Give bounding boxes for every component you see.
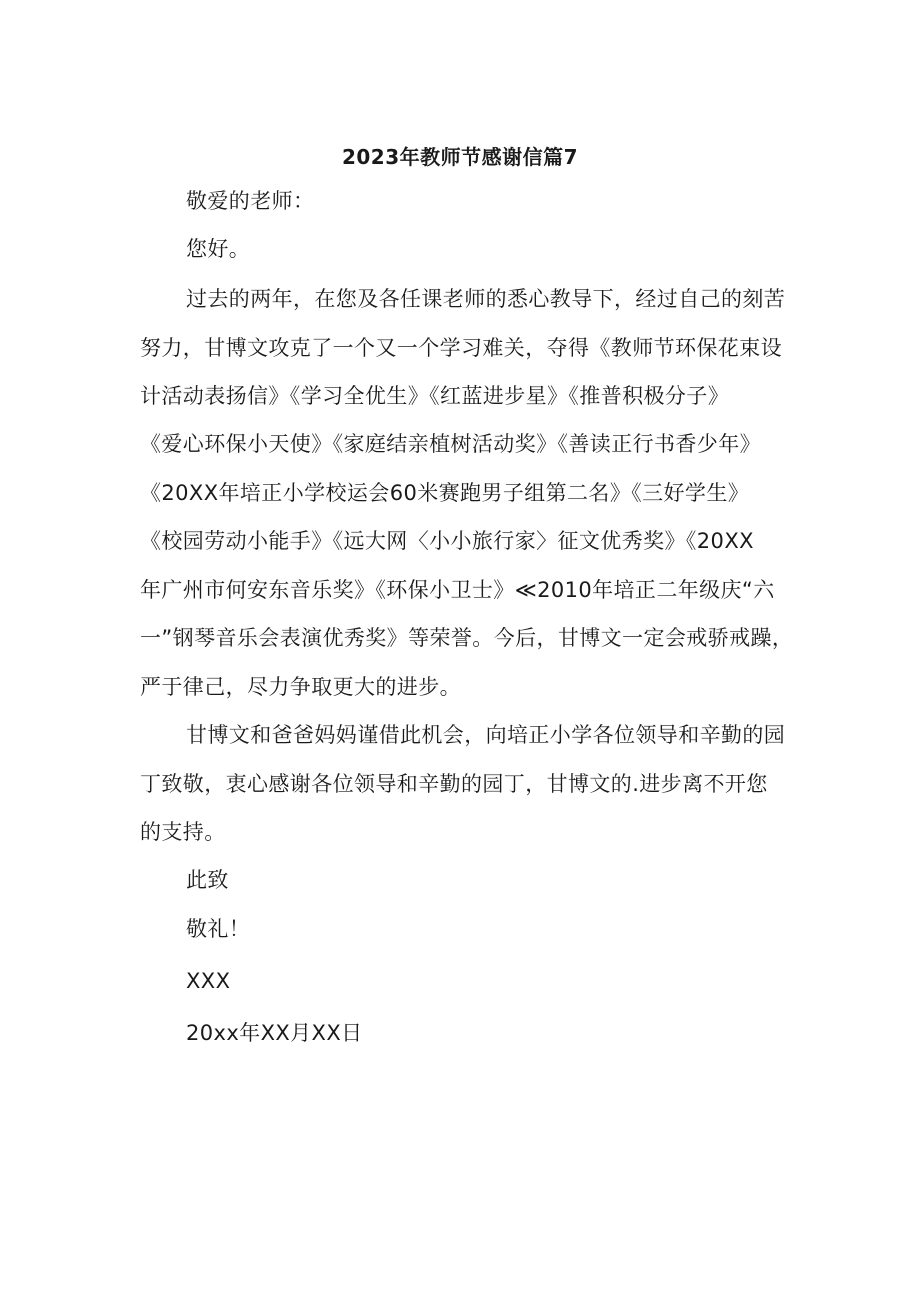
paragraph-1-line-6: 《校园劳动小能手》《远大网〈小小旅行家〉征文优秀奖》《20XX: [140, 529, 754, 553]
signature: XXX: [186, 969, 231, 993]
closing-line-2: 敬礼！: [186, 917, 251, 941]
paragraph-1-line-5: 《20XX年培正小学校运会60米赛跑男子组第二名》《三好学生》: [140, 481, 750, 505]
paragraph-1-line-1: 过去的两年，在您及各任课老师的悉心教导下，经过自己的刻苦: [186, 287, 786, 311]
salutation: 敬爱的老师：: [186, 189, 315, 213]
paragraph-2-line-2: 丁致敬，衷心感谢各位领导和辛勤的园丁，甘博文的.进步离不开您: [140, 772, 768, 796]
paragraph-1-line-3: 计活动表扬信》《学习全优生》《红蓝进步星》《推普积极分子》: [140, 384, 730, 408]
paragraph-1-line-2: 努力，甘博文攻克了一个又一个学习难关，夺得《教师节环保花束设: [140, 336, 782, 360]
date: 20xx年XX月XX日: [186, 1021, 363, 1045]
closing-line-1: 此致: [186, 868, 229, 892]
page-title: 2023年教师节感谢信篇7: [341, 145, 579, 169]
paragraph-1-line-7: 年广州市何安东音乐奖》《环保小卫士》≪2010年培正二年级庆“六: [140, 578, 775, 602]
greeting: 您好。: [186, 237, 251, 261]
paragraph-1-line-4: 《爱心环保小天使》《家庭结亲植树活动奖》《善读正行书香少年》: [140, 432, 761, 456]
paragraph-1-line-9: 严于律己，尽力争取更大的进步。: [140, 675, 461, 699]
paragraph-2-line-1: 甘博文和爸爸妈妈谨借此机会，向培正小学各位领导和辛勤的园: [186, 723, 786, 747]
paragraph-1-line-8: 一”钢琴音乐会表演优秀奖》等荣誉。今后，甘博文一定会戒骄戒躁，: [140, 626, 794, 650]
paragraph-2-line-3: 的支持。: [140, 820, 226, 844]
